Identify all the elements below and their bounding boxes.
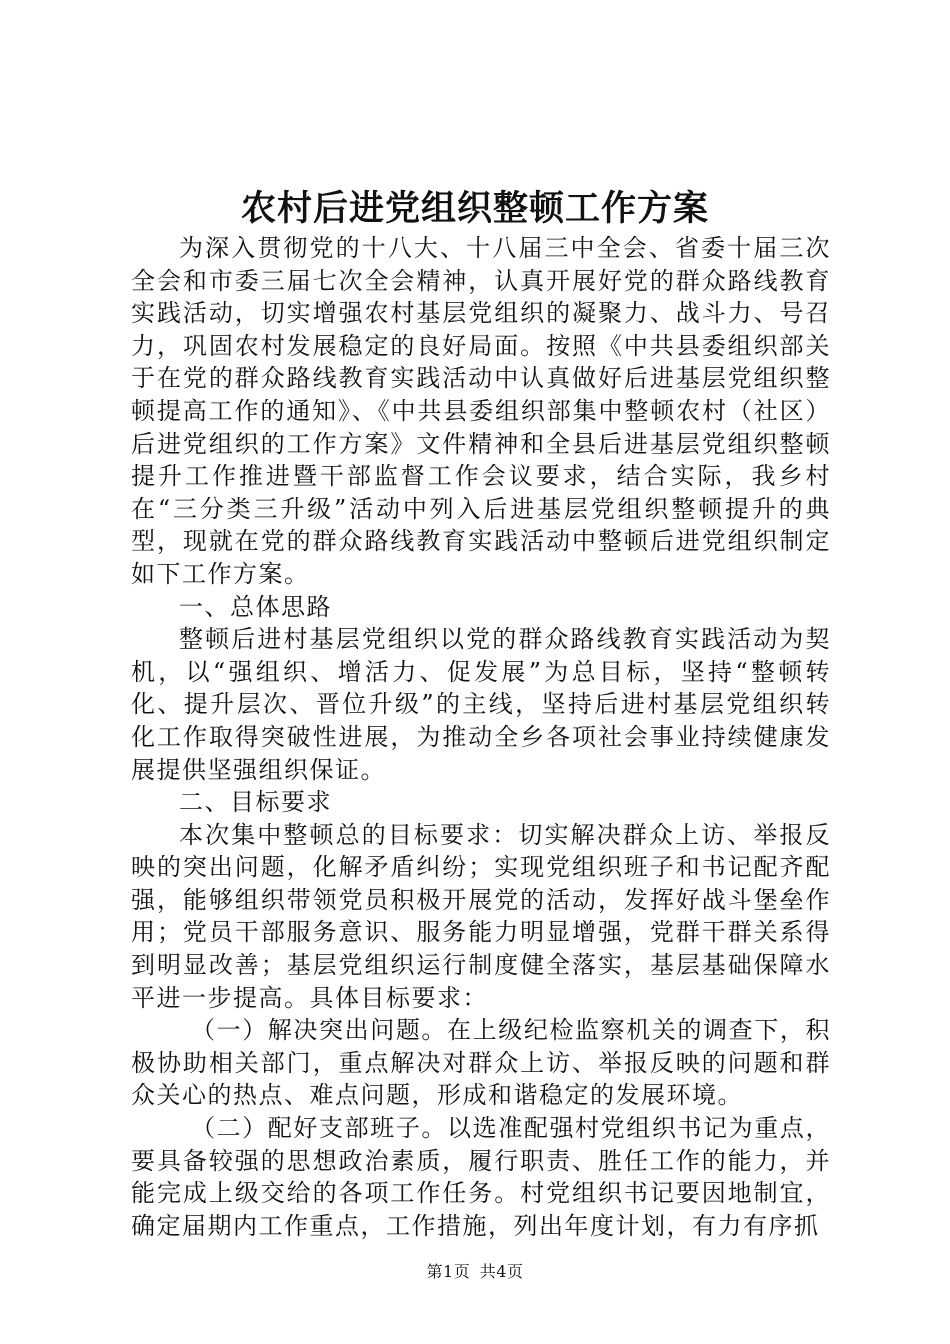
paragraph-intro: 为深入贯彻党的十八大、十八届三中全会、省委十届三次全会和市委三届七次全会精神，认真开展好党的群众路线教育实践活动，切实增强农村基层党组织的凝聚力、战斗力、号召力，巩固农村发展稳定的良好局面。按照《中共县委组织部关于在党的群众路线教育实践活动中认真做好后进基层党组织整顿提高工作的通知》、《中共县委组织部集中整顿农村（社区）后进党组织的工作方案》文件精神和全县后进基层党组织整顿提升工作推进暨干部监督工作会议要求，结合实际，我乡村在“三分类三升级”活动中列入后进基层党组织整顿提升的典型，现就在党的群众路线教育实践活动中整顿后进党组织制定如下工作方案。 (131, 234, 831, 588)
page-footer (0, 1262, 950, 1282)
section-heading-overall-approach: 一、总体思路 (179, 592, 332, 621)
page-number: 第1页 (426, 1262, 471, 1281)
paragraph-goal-1: （一）解决突出问题。在上级纪检监察机关的调查下，积极协助相关部门，重点解决对群众上访、举报反映的问题和群众关心的热点、难点问题，形成和谐稳定的发展环境。 (131, 1016, 831, 1110)
document-body (131, 232, 831, 1242)
paragraph-overall-approach: 整顿后进村基层党组织以党的群众路线教育实践活动为契机，以“强组织、增活力、促发展”为总目标，坚持“整顿转化、提升层次、晋位升级”的主线，坚持后进村基层党组织转化工作取得突破性进展，为推动全乡各项社会事业持续健康发展提供坚强组织保证。 (131, 625, 831, 784)
section-heading-goals: 二、目标要求 (179, 788, 332, 817)
page-total: 共4页 (479, 1262, 524, 1281)
document-title: 农村后进党组织整顿工作方案 (240, 188, 709, 229)
paragraph-goals: 本次集中整顿总的目标要求：切实解决群众上访、举报反映的突出问题，化解矛盾纠纷；实现党组织班子和书记配齐配强，能够组织带领党员积极开展党的活动，发挥好战斗堡垒作用；党员干部服务意识、服务能力明显增强，党群干群关系得到明显改善；基层党组织运行制度健全落实，基层基础保障水平进一步提高。具体目标要求： (131, 820, 831, 1012)
paragraph-goal-2: （二）配好支部班子。以选准配强村党组织书记为重点，要具备较强的思想政治素质，履行职责、胜任工作的能力，并能完成上级交给的各项工作任务。村党组织书记要因地制宜，确定届期内工作重点，工作措施，列出年度计划，有力有序抓 (131, 1114, 831, 1240)
